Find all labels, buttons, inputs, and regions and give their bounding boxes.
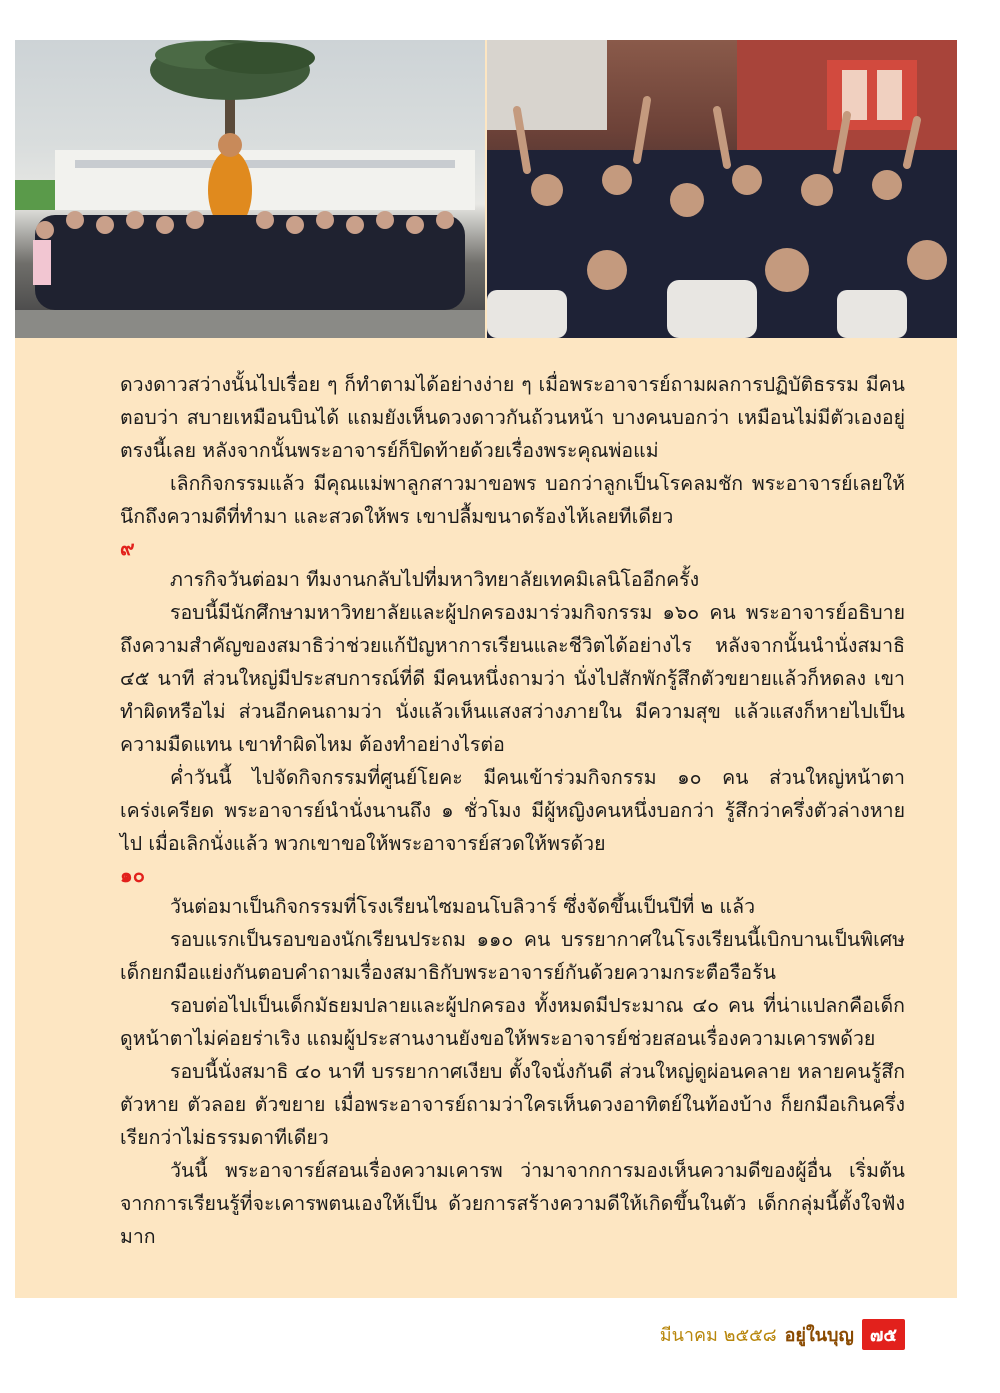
paragraph: เลิกกิจกรรมแล้ว มีคุณแม่พาลูกสาวมาขอพร บอกว่าลูกเป็นโรคลมชัก พระอาจารย์เลยให้นึกถึงความดีที่ทำมา และสวดให้พร เขาปลื้มขนาดร้องไห้เลยทีเดียว (120, 472, 905, 528)
paragraph: รอบต่อไปเป็นเด็กมัธยมปลายและผู้ปกครอง ทั้งหมดมีประมาณ ๔๐ คน ที่น่าแปลกคือเด็กดูหน้าตาไม่ค่อยร่าเริง แถมผู้ประสานงานยังขอให้พระอาจารย์ช่วยสอนเรื่องความเคารพด้วย (120, 994, 905, 1050)
photo-monk-with-students (15, 40, 485, 338)
paragraph: ภารกิจวันต่อมา ทีมงานกลับไปที่มหาวิทยาลัยเทคมิเลนิโออีกครั้ง (170, 568, 700, 591)
paragraph: วันนี้ พระอาจารย์สอนเรื่องความเคารพ ว่ามาจากการมองเห็นความดีของผู้อื่น เริ่มต้นจากการเรียนรู้ที่จะเคารพตนเองให้เป็น ด้วยการสร้างความดีให้เกิดขึ้นในตัว เด็กกลุ่มนี้ตั้งใจฟังมาก (120, 1159, 905, 1248)
paragraph: ดวงดาวสว่างนั้นไปเรื่อย ๆ ก็ทำตามได้อย่างง่าย ๆ เมื่อพระอาจารย์ถามผลการปฏิบัติธรรม มีคนตอบว่า สบายเหมือนบินได้ แถมยังเห็นดวงดาวกันถ้วนหน้า บางคนบอกว่า เหมือนไม่มีตัวเองอยู่ตรงนี้เลย หลังจากนั้นพระอาจารย์ก็ปิดท้ายด้วยเรื่องพระคุณพ่อแม่ (120, 373, 905, 462)
section-heading: ๑๐ (120, 863, 145, 887)
photo-students-raising-hands (487, 40, 957, 338)
paragraph: รอบนี้มีนักศึกษามหาวิทยาลัยและผู้ปกครองมาร่วมกิจกรรม ๑๖๐ คน พระอาจารย์อธิบายถึงความสำคัญของสมาธิว่าช่วยแก้ปัญหาการเรียนและชีวิตได้อย่างไร หลังจากนั้นนำนั่งสมาธิ ๔๕ นาที ส่วนใหญ่มีประสบการณ์ที่ดี มีคนหนึ่งถามว่า นั่งไปสักพักรู้สึกตัวขยายแล้วก็หดลง เขาทำผิดหรือไม่ ส่วนอีกคนถามว่า นั่งแล้วเห็นแสงสว่างภายใน มีความสุข แล้วแสงก็หายไปเป็นความมืดแทน เขาทำผิดไหม ต้องทำอย่างไรต่อ (120, 601, 905, 756)
page-number: ๗๕ (862, 1319, 905, 1350)
section-heading: ๙ (120, 536, 135, 560)
article-body (120, 368, 905, 1253)
publication-name: อยู่ในบุญ (784, 1324, 854, 1346)
paragraph: รอบแรกเป็นรอบของนักเรียนประถม ๑๑๐ คน บรรยากาศในโรงเรียนนี้เบิกบานเป็นพิเศษ เด็กยกมือแย่งกันตอบคำถามเรื่องสมาธิกับพระอาจารย์กันด้วยความกระตือรือร้น (120, 928, 905, 984)
paragraph: วันต่อมาเป็นกิจกรรมที่โรงเรียนไซมอนโบลิวาร์ ซึ่งจัดขึ้นเป็นปีที่ ๒ แล้ว (170, 895, 756, 918)
paragraph: รอบนี้นั่งสมาธิ ๔๐ นาที บรรยากาศเงียบ ตั้งใจนั่งกันดี ส่วนใหญ่ดูผ่อนคลาย หลายคนรู้สึกตัวหาย ตัวลอย ตัวขยาย เมื่อพระอาจารย์ถามว่าใครเห็นดวงอาทิตย์ในท้องบ้าง ก็ยกมือเกินครึ่ง เรียกว่าไม่ธรรมดาทีเดียว (120, 1060, 905, 1149)
issue-date: มีนาคม ๒๕๕๘ (659, 1324, 777, 1346)
page-footer (660, 1320, 905, 1348)
paragraph: ค่ำวันนี้ ไปจัดกิจกรรมที่ศูนย์โยคะ มีคนเข้าร่วมกิจกรรม ๑๐ คน ส่วนใหญ่หน้าตาเคร่งเครียด พระอาจารย์นำนั่งนานถึง ๑ ชั่วโมง มีผู้หญิงคนหนึ่งบอกว่า รู้สึกว่าครึ่งตัวล่างหายไป เมื่อเลิกนั่งแล้ว พวกเขาขอให้พระอาจารย์สวดให้พรด้วย (120, 766, 905, 855)
